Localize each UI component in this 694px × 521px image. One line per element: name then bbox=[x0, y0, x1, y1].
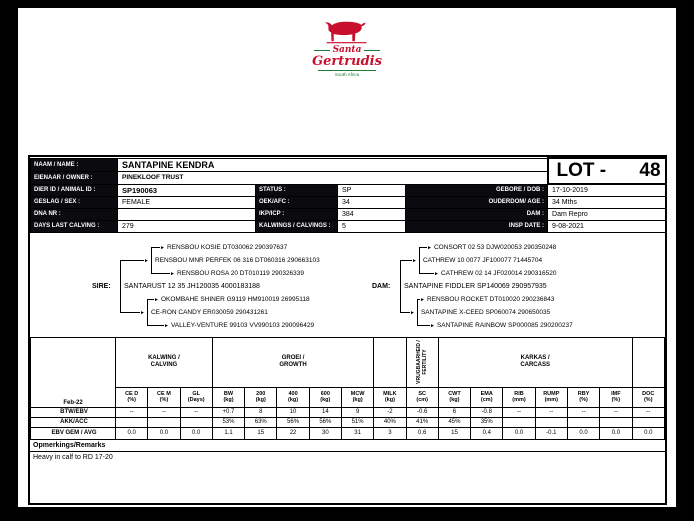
col-unit: (mm) bbox=[544, 397, 559, 403]
col-header-gl bbox=[180, 387, 212, 407]
col-name: IMF bbox=[611, 390, 621, 397]
ancestor-name: VALLEY-VENTURE 99103 VV990103 290096429 bbox=[170, 321, 315, 329]
sire-pedigree bbox=[92, 241, 407, 332]
icp-value: 384 bbox=[338, 208, 406, 220]
group-label: CARCASS bbox=[520, 362, 550, 368]
age-value: 34 Mths bbox=[548, 196, 667, 208]
group-label: CALVING bbox=[150, 362, 178, 368]
group-doc-blank bbox=[632, 337, 665, 387]
col-header-400 bbox=[277, 387, 309, 407]
status-label: STATUS : bbox=[256, 184, 338, 196]
col-name: DOC bbox=[642, 390, 655, 397]
col-header-imf bbox=[600, 387, 632, 407]
connector-line bbox=[147, 299, 154, 300]
connector-line bbox=[147, 299, 148, 326]
afc-value: 34 bbox=[338, 196, 406, 208]
dam-name: SANTAPINE FIDDLER SP140069 290957935 bbox=[404, 282, 547, 290]
status-value: SP bbox=[338, 184, 406, 196]
ebv-cell bbox=[116, 417, 148, 427]
arrow-right-icon: ► bbox=[144, 257, 149, 264]
arrow-right-icon: ► bbox=[434, 270, 439, 277]
connector-line bbox=[419, 247, 427, 248]
connector-line bbox=[120, 260, 121, 313]
col-name: SC bbox=[418, 390, 426, 397]
col-unit: (%) bbox=[127, 397, 136, 403]
bull-icon bbox=[324, 18, 370, 45]
ancestor-name: SANTAPINE X-CEED SP060074 290650035 bbox=[420, 308, 551, 316]
col-header-cwt bbox=[438, 387, 470, 407]
ebv-cell: 0.0 bbox=[567, 427, 599, 439]
col-name: MCW bbox=[350, 390, 365, 397]
col-header-cem bbox=[148, 387, 180, 407]
row-label-acc: AKK/ACC bbox=[31, 417, 116, 427]
arrow-right-icon: ► bbox=[154, 296, 159, 303]
arrow-right-icon: ► bbox=[164, 322, 169, 329]
icp-label: IKP/ICP : bbox=[256, 208, 338, 220]
col-name: CWT bbox=[448, 390, 461, 397]
group-label: GROEI / bbox=[281, 354, 305, 361]
arrow-right-icon: ► bbox=[160, 244, 165, 251]
group-label: KARKAS / bbox=[520, 354, 550, 361]
sex-value: FEMALE bbox=[118, 196, 256, 208]
ebv-cell: 56% bbox=[277, 417, 309, 427]
ancestor-name: RENSBOU ROSA 20 DT010119 290326339 bbox=[176, 269, 305, 277]
lot-box bbox=[548, 158, 667, 184]
col-unit: (kg) bbox=[255, 397, 266, 403]
col-header-ema bbox=[471, 387, 503, 407]
arrow-right-icon: ► bbox=[420, 296, 425, 303]
col-header-rump bbox=[535, 387, 567, 407]
connector-line bbox=[400, 260, 412, 261]
ebv-cell: 0.0 bbox=[632, 427, 665, 439]
arrow-right-icon: ► bbox=[140, 309, 145, 316]
group-label: FERTILITY bbox=[422, 349, 429, 375]
col-unit: (Days) bbox=[187, 397, 205, 403]
connector-line bbox=[419, 273, 434, 274]
flourish-line bbox=[364, 50, 380, 51]
ebv-cell: 41% bbox=[406, 417, 438, 427]
connector-line bbox=[147, 325, 164, 326]
brand-name-bottom: Gertrudis bbox=[312, 54, 382, 69]
sire-label: SIRE: bbox=[92, 282, 111, 290]
col-name: MILK bbox=[383, 390, 397, 397]
col-header-milk bbox=[374, 387, 406, 407]
dam-label: DAM: bbox=[372, 282, 391, 290]
col-name: CE D bbox=[125, 390, 139, 397]
lot-label: LOT - bbox=[556, 160, 607, 181]
ebv-cell: -- bbox=[632, 407, 665, 417]
ebv-cell: -2 bbox=[374, 407, 406, 417]
col-header-mcw bbox=[341, 387, 373, 407]
ebv-cell: -0.6 bbox=[406, 407, 438, 417]
ebv-cell: 22 bbox=[277, 427, 309, 439]
ebv-cell: -- bbox=[116, 407, 148, 417]
ebv-cell: 56% bbox=[309, 417, 341, 427]
brand-name-top: Santa bbox=[332, 45, 362, 55]
connector-line bbox=[151, 247, 160, 248]
connector-line bbox=[120, 260, 144, 261]
animal-id-value: SP190063 bbox=[118, 184, 256, 196]
col-header-600 bbox=[309, 387, 341, 407]
dam-pedigree bbox=[372, 241, 667, 332]
dam-repro-value: Dam Repro bbox=[548, 208, 667, 220]
ancestor-name: OKOMBAHE SHINER G9119 HM910019 26995118 bbox=[160, 295, 310, 303]
ebv-cell: 10 bbox=[277, 407, 309, 417]
ebv-cell: 53% bbox=[212, 417, 244, 427]
ancestor-name: RENSBOU ROCKET DT010020 290236843 bbox=[426, 295, 555, 303]
ebv-cell: 0.4 bbox=[471, 427, 503, 439]
col-unit: (kg) bbox=[223, 397, 234, 403]
col-header-doc bbox=[632, 387, 665, 407]
ebv-cell: 0.6 bbox=[406, 427, 438, 439]
ebv-cell: 0.0 bbox=[116, 427, 148, 439]
insp-date-label: INSP DATE : bbox=[406, 220, 548, 232]
arrow-right-icon: ► bbox=[410, 309, 415, 316]
arrow-right-icon: ► bbox=[170, 270, 175, 277]
col-name: 400 bbox=[288, 390, 298, 397]
ancestor-name: CE-RON CANDY ER030059 290431261 bbox=[150, 308, 268, 316]
arrow-right-icon: ► bbox=[412, 257, 417, 264]
connector-line bbox=[417, 299, 418, 326]
ebv-cell: 35% bbox=[471, 417, 503, 427]
col-unit: (kg) bbox=[320, 397, 331, 403]
ebv-date: Feb-22 bbox=[31, 337, 116, 407]
col-unit: (mm) bbox=[512, 397, 526, 403]
ebv-cell: 63% bbox=[245, 417, 277, 427]
ebv-cell: 1.1 bbox=[212, 427, 244, 439]
col-header-rib bbox=[503, 387, 535, 407]
ebv-cell: -- bbox=[503, 407, 535, 417]
connector-line bbox=[417, 325, 430, 326]
age-label: OUDERDOM/ AGE : bbox=[406, 196, 548, 208]
arrow-right-icon: ► bbox=[430, 322, 435, 329]
col-unit: (kg) bbox=[288, 397, 299, 403]
ebv-cell: -0.8 bbox=[471, 407, 503, 417]
catalog-sheet bbox=[28, 155, 667, 505]
col-name: GL bbox=[192, 390, 201, 397]
calvings-value: 5 bbox=[338, 220, 406, 232]
col-name: EMA bbox=[480, 390, 493, 397]
dob-label: GEBORE / DOB : bbox=[406, 184, 548, 196]
pedigree-line bbox=[372, 254, 667, 267]
ebv-cell: 0.0 bbox=[503, 427, 535, 439]
pedigree bbox=[30, 233, 665, 337]
col-name: 200 bbox=[256, 390, 266, 397]
ebv-cell: -0.1 bbox=[535, 427, 567, 439]
connector-line bbox=[120, 312, 140, 313]
ebv-cell: -- bbox=[535, 407, 567, 417]
col-name: RBY bbox=[577, 390, 590, 397]
pedigree-line bbox=[92, 241, 407, 254]
ebv-cell bbox=[180, 417, 212, 427]
ebv-cell: 15 bbox=[245, 427, 277, 439]
group-label: VRUGBAARHEID / bbox=[415, 340, 422, 384]
calvings-label: KALWINGS / CALVINGS : bbox=[256, 220, 338, 232]
ebv-cell: -- bbox=[567, 407, 599, 417]
col-unit: (%) bbox=[611, 397, 621, 403]
pedigree-line bbox=[92, 319, 407, 332]
ancestor-name: RENSBOU MNR PERFEK 06 316 DT060316 290663103 bbox=[154, 256, 320, 264]
ebv-cell bbox=[535, 417, 567, 427]
ebv-cell: 15 bbox=[438, 427, 470, 439]
col-name: 600 bbox=[320, 390, 330, 397]
ebv-table bbox=[30, 337, 665, 440]
ebv-cell: 30 bbox=[309, 427, 341, 439]
group-calving bbox=[116, 337, 213, 387]
arrow-right-icon: ► bbox=[427, 244, 432, 251]
ebv-cell: -- bbox=[148, 407, 180, 417]
animal-id-label: DIER ID / ANIMAL ID : bbox=[31, 184, 118, 196]
sire-name: SANTARUST 12 35 JH120035 4000183188 bbox=[124, 282, 260, 290]
row-label-avg: EBV GEM / AVG bbox=[31, 427, 116, 439]
name-value: SANTAPINE KENDRA bbox=[118, 158, 548, 171]
ebv-cell: 3 bbox=[374, 427, 406, 439]
ebv-cell bbox=[503, 417, 535, 427]
col-header-ced bbox=[116, 387, 148, 407]
col-unit: (cm) bbox=[480, 397, 493, 403]
sex-label: GESLAG / SEX : bbox=[31, 196, 118, 208]
ebv-cell: 51% bbox=[341, 417, 373, 427]
ebv-cell: -- bbox=[600, 407, 632, 417]
owner-value: PINEKLOOF TRUST bbox=[118, 171, 548, 184]
ebv-cell: 0.0 bbox=[180, 427, 212, 439]
days-last-calving-label: DAYS LAST CALVING : bbox=[31, 220, 118, 232]
ebv-cell: 31 bbox=[341, 427, 373, 439]
ancestor-name: SANTAPINE RAINBOW SP000085 290200237 bbox=[436, 321, 573, 329]
col-header-bw bbox=[212, 387, 244, 407]
ancestor-name: CATHREW 10 0077 JF100077 71445704 bbox=[422, 256, 543, 264]
ebv-cell: 9 bbox=[341, 407, 373, 417]
group-fertility bbox=[406, 337, 438, 387]
col-name: BW bbox=[223, 390, 234, 397]
ebv-cell: 45% bbox=[438, 417, 470, 427]
group-milk-blank bbox=[374, 337, 406, 387]
ebv-cell: 0.0 bbox=[600, 427, 632, 439]
ebv-cell bbox=[600, 417, 632, 427]
pedigree-line bbox=[372, 241, 667, 254]
ebv-cell: 0.0 bbox=[148, 427, 180, 439]
brand-logo bbox=[287, 18, 407, 79]
ebv-cell bbox=[632, 417, 665, 427]
owner-label: EIENAAR / OWNER : bbox=[31, 171, 118, 184]
col-header-rby bbox=[567, 387, 599, 407]
col-unit: (%) bbox=[643, 397, 653, 403]
col-name: CE M bbox=[157, 390, 171, 397]
group-growth bbox=[212, 337, 373, 387]
col-unit: (cm) bbox=[416, 397, 428, 403]
ebv-cell: +0.7 bbox=[212, 407, 244, 417]
ebv-cell: 40% bbox=[374, 417, 406, 427]
dob-value: 17-10-2019 bbox=[548, 184, 667, 196]
remarks-label: Opmerkings/Remarks bbox=[30, 440, 665, 452]
connector-line bbox=[151, 273, 170, 274]
connector-line bbox=[400, 312, 410, 313]
connector-line bbox=[151, 247, 152, 274]
afc-label: OEK/AFC : bbox=[256, 196, 338, 208]
ebv-cell: 6 bbox=[438, 407, 470, 417]
remarks-text: Heavy in calf to RD 17-20 bbox=[33, 453, 113, 461]
ancestor-name: CATHREW 02 14 JF020014 290316520 bbox=[440, 269, 557, 277]
col-name: RIB bbox=[514, 390, 524, 397]
sire-line bbox=[92, 280, 407, 293]
ebv-cell: 8 bbox=[245, 407, 277, 417]
connector-line bbox=[400, 260, 401, 313]
remarks-section bbox=[30, 440, 665, 463]
ebv-cell: 14 bbox=[309, 407, 341, 417]
flourish-line bbox=[314, 50, 330, 51]
info-table bbox=[30, 157, 667, 233]
lot-number: 48 bbox=[639, 160, 661, 181]
pedigree-line bbox=[92, 267, 407, 280]
ancestor-name: RENSBOU KOSIE DT030062 290397637 bbox=[166, 243, 288, 251]
col-unit: (kg) bbox=[449, 397, 460, 403]
col-name: RUMP bbox=[543, 390, 560, 397]
col-unit: (kg) bbox=[352, 397, 363, 403]
insp-date-value: 9-08-2021 bbox=[548, 220, 667, 232]
ebv-cell: -- bbox=[180, 407, 212, 417]
pedigree-line bbox=[92, 293, 407, 306]
col-unit: (kg) bbox=[384, 397, 395, 403]
col-unit: (%) bbox=[579, 397, 588, 403]
connector-line bbox=[419, 247, 420, 274]
ancestor-name: CONSORT 02 53 DJW020053 290350248 bbox=[433, 243, 557, 251]
group-label: GROWTH bbox=[279, 362, 307, 368]
ebv-cell bbox=[567, 417, 599, 427]
catalog-page bbox=[18, 8, 676, 507]
col-header-200 bbox=[245, 387, 277, 407]
group-label: KALWING / bbox=[148, 354, 180, 361]
connector-line bbox=[417, 299, 420, 300]
days-last-calving-value: 279 bbox=[118, 220, 256, 232]
ebv-cell bbox=[148, 417, 180, 427]
dna-value bbox=[118, 208, 256, 220]
dam-repro-label: DAM : bbox=[406, 208, 548, 220]
brand-subtitle: South Africa bbox=[334, 72, 360, 78]
col-unit: (%) bbox=[159, 397, 169, 403]
name-label: NAAM / NAME : bbox=[31, 158, 118, 171]
row-label-ebv: BTW/EBV bbox=[31, 407, 116, 417]
pedigree-line bbox=[372, 267, 667, 280]
dna-label: DNA NR : bbox=[31, 208, 118, 220]
group-carcass bbox=[438, 337, 632, 387]
dam-line bbox=[372, 280, 667, 293]
col-header-sc bbox=[406, 387, 438, 407]
